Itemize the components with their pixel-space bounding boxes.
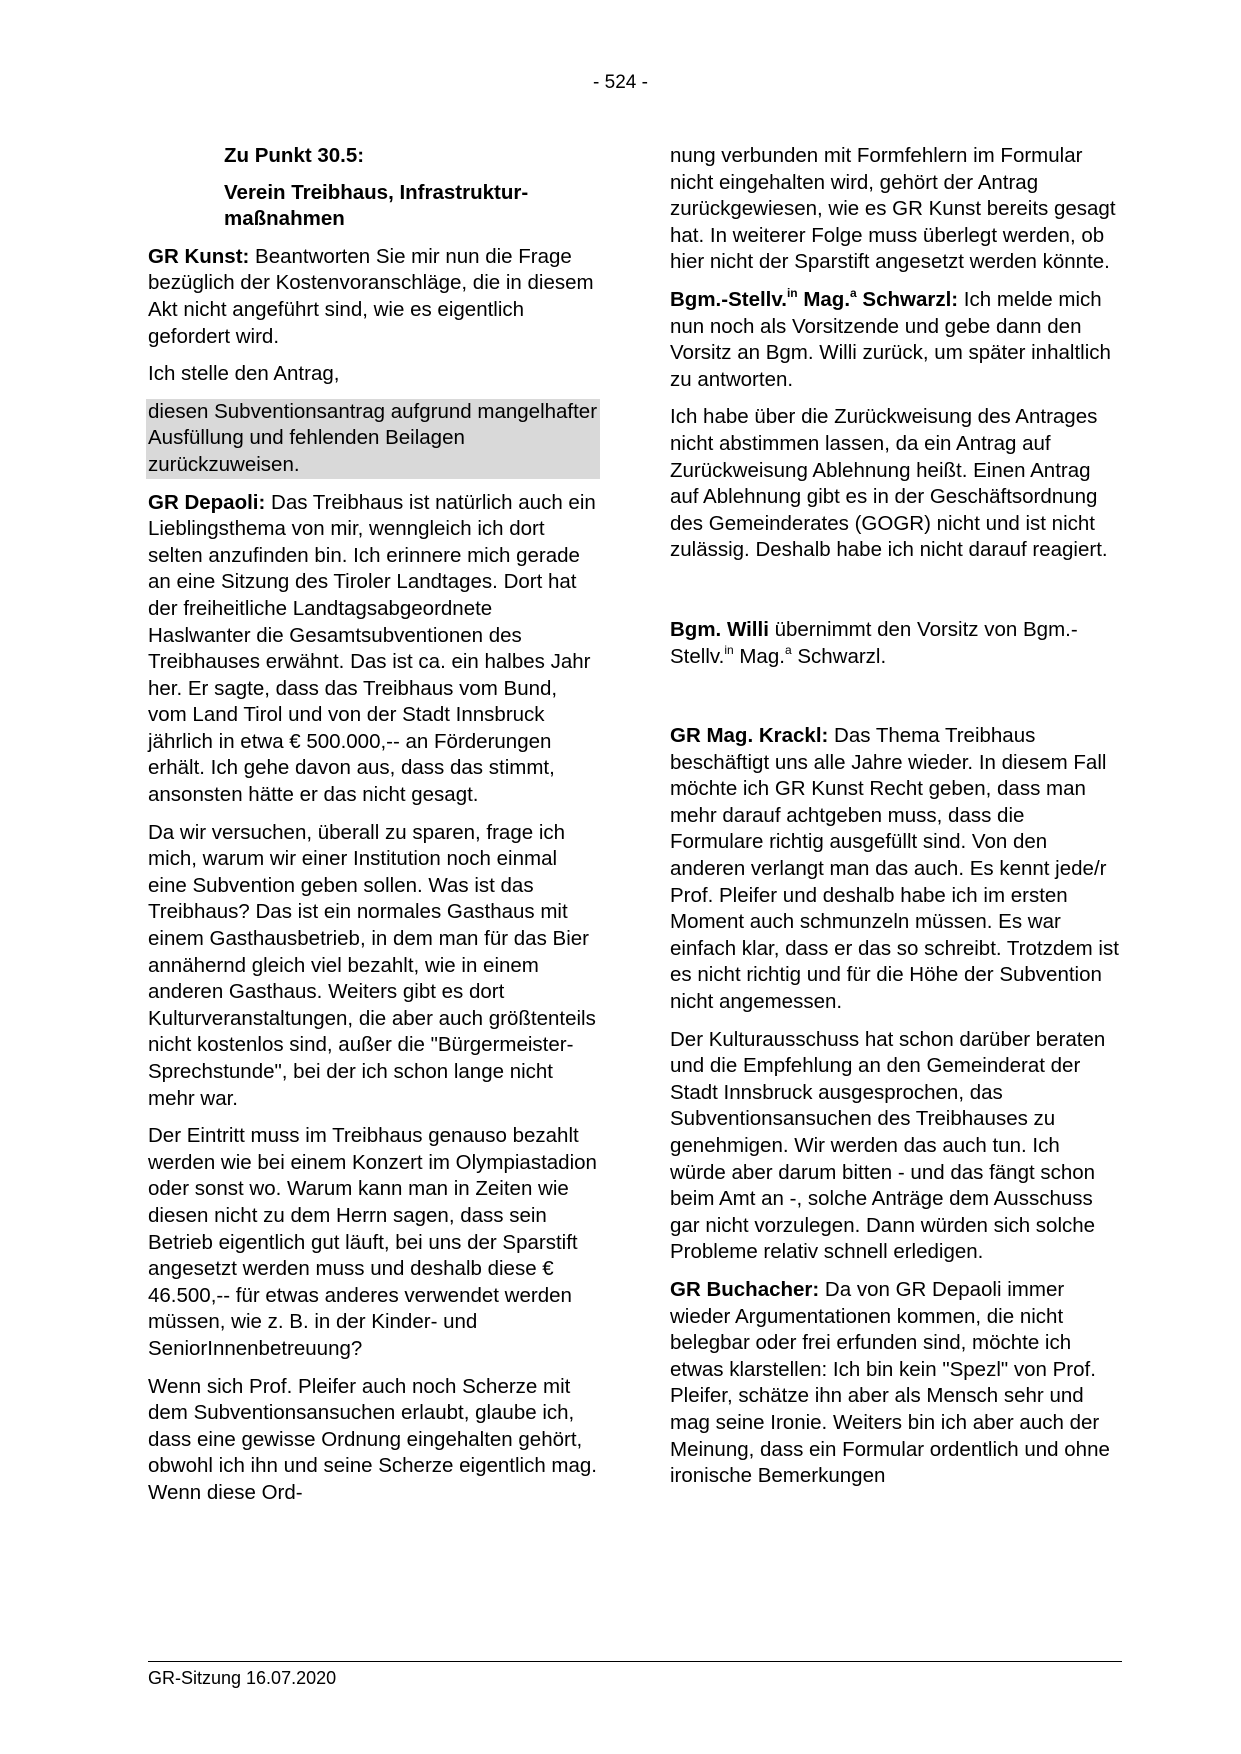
speaker-name: GR Kunst: [148, 244, 250, 268]
paragraph-krackl-2: Der Kulturausschuss hat schon darüber beraten und die Empfehlung an den Gemeinderat der Stadt Innsbruck ausgesprochen, das Subventionsansuchen des Treibhauses zu genehmigen. Wir werden das auch tun. Ich würde aber darum bitten - und das fängt schon beim Amt an -, solche Anträge dem Ausschuss gar nicht vorzulegen. Dann würden sich solche Probleme relativ schnell erledigen. [670, 1027, 1106, 1264]
superscript: a [850, 285, 857, 300]
paragraph-depaoli-3: Der Eintritt muss im Treibhaus genauso bezahlt werden wie bei einem Konzert im Olympiastadion oder sonst wo. Warum kann man in Zeiten wie diesen nicht zu dem Herrn sagen, dass sein Betrieb eigentlich gut läuft, bei uns der Sparstift angesetzt werden muss und deshalb diese € 46.500,-- für etwas anderes verwendet werden müssen, wie z. B. in der Kinder- und SeniorInnenbetreuung? [148, 1124, 597, 1360]
paragraph-text: übernimmt den Vorsitz von Bgm.-Stellv. [670, 617, 1078, 668]
right-column [670, 143, 1120, 1501]
page-number: - 524 - [593, 72, 648, 93]
speaker-name [670, 285, 959, 311]
paragraph-text: Das Thema Treibhaus beschäftigt uns alle Jahre wieder. In diesem Fall möchte ich GR Kunst Recht geben, dass man mehr darauf achtgeben muss, dass die Formulare richtig ausgefüllt sind. Von den anderen verlangt man das auch. Es kennt jede/r Prof. Pleifer und deshalb habe ich im ersten Moment auch schmunzeln müssen. Es war einfach klar, dass er das so schreibt. Trotzdem ist es nicht richtig und für die Höhe der Subvention nicht angemessen. [670, 724, 1119, 1014]
spacer [670, 575, 1120, 617]
footer-session-date: GR-Sitzung 16.07.2020 [148, 1668, 337, 1688]
paragraph-chair-change [670, 617, 1120, 670]
paragraph-text: Das Treibhaus ist natürlich auch ein Lieblingsthema von mir, wenngleich ich dort selten anzufinden bin. Ich erinnere mich gerade an eine Sitzung des Tiroler Landtages. Dort hat der freiheitliche Landtagsabgeordnete Haslwanter die Gesamtsubventionen des Treibhauses erwähnt. Das ist ca. ein halbes Jahr her. Er sagte, dass das Treibhaus vom Bund, vom Land Tirol und von der Stadt Innsbruck jährlich in etwa € 500.000,-- an Förderungen erhält. Ich gehe davon aus, dass das stimmt, ansonsten hätte er das nicht gesagt. [148, 490, 596, 807]
paragraph-text: Ich melde mich nun noch als Vorsitzende und gebe dann den Vorsitz an Bgm. Willi zurück, um später inhaltlich zu antworten. [670, 287, 1111, 391]
agenda-title [224, 180, 598, 233]
superscript: in [786, 285, 798, 300]
paragraph-depaoli [148, 490, 598, 809]
paragraph-text: Beantworten Sie mir nun die Frage bezüglich der Kostenvoranschläge, die in diesem Akt nicht angeführt sind, wie es eigentlich gefordert wird. [148, 244, 594, 348]
speaker-name: Bgm. Willi [670, 617, 769, 641]
paragraph-text: Da von GR Depaoli immer wieder Argumentationen kommen, die nicht belegbar oder frei erfunden sind, möchte ich etwas klarstellen: Ich bin kein "Spezl" von Prof. Pleifer, schätze ihn aber als Mensch sehr und mag seine Ironie. Weiters bin ich aber auch der Meinung, dass ein Formular ordentlich und ohne ironische Bemerkungen [670, 1277, 1110, 1488]
speaker-name: GR Buchacher: [670, 1277, 820, 1301]
paragraph-krackl [670, 723, 1120, 1016]
paragraph-depaoli-2: Da wir versuchen, überall zu sparen, frage ich mich, warum wir einer Institution noch einmal eine Subvention geben sollen. Was ist das Treibhaus? Das ist ein normales Gasthaus mit einem Gasthausbetrieb, in dem man für das Bier annähernd gleich viel bezahlt, wie in einem anderen Gasthaus. Weiters gibt es dort Kulturveranstaltungen, die aber auch größtenteils nicht kostenlos sind, außer die "Bürgermeister-Sprechstunde", bei der ich schon lange nicht mehr war. [148, 820, 596, 1110]
superscript: in [724, 642, 734, 657]
speaker-surname: Schwarzl: [856, 287, 959, 311]
speaker-title: Bgm.-Stellv. [670, 287, 787, 311]
motion-highlight: diesen Subventionsantrag aufgrund mangelhafter Ausfüllung und fehlenden Beilagen zurückzuweisen. [146, 399, 600, 479]
agenda-point-heading: Zu Punkt 30.5: [224, 144, 365, 167]
paragraph-motion-intro: Ich stelle den Antrag, [148, 362, 340, 386]
speaker-name: GR Mag. Krackl: [670, 724, 829, 748]
paragraph-kunst [148, 244, 598, 350]
paragraph-continuation: nung verbunden mit Formfehlern im Formular nicht eingehalten wird, gehört der Antrag zurückgewiesen, wie es GR Kunst bereits gesagt hat. In weiterer Folge muss überlegt werden, ob hier nicht der Sparstift angesetzt werden könnte. [670, 144, 1116, 274]
agenda-title-line-1: Verein Treibhaus, Infrastruktur- [224, 180, 529, 204]
paragraph-depaoli-4: Wenn sich Prof. Pleifer auch noch Scherze mit dem Subventionsansuchen erlaubt, glaube ich, dass eine gewisse Ordnung eingehalten gehört, obwohl ich ihn und seine Scherze eigentlich mag. Wenn diese Ord- [148, 1374, 597, 1504]
agenda-title-line-2: maßnahmen [224, 207, 345, 231]
speaker-name: GR Depaoli: [148, 490, 266, 514]
paragraph-schwarzl-2: Ich habe über die Zurückweisung des Antrages nicht abstimmen lassen, da ein Antrag auf Zurückweisung Ablehnung heißt. Einen Antrag auf Ablehnung gibt es in der Geschäftsordnung des Gemeinderates (GOGR) nicht und ist nicht zulässig. Deshalb habe ich nicht darauf reagiert. [670, 405, 1108, 562]
paragraph-schwarzl [670, 287, 1120, 393]
paragraph-text: Schwarzl. [791, 644, 887, 668]
paragraph-text: Mag. [733, 644, 785, 668]
paragraph-buchacher [670, 1277, 1120, 1490]
left-column [148, 143, 598, 1518]
superscript: a [784, 642, 792, 657]
spacer [670, 681, 1120, 723]
footer-rule [148, 1661, 1122, 1662]
speaker-title: Mag. [797, 287, 851, 311]
